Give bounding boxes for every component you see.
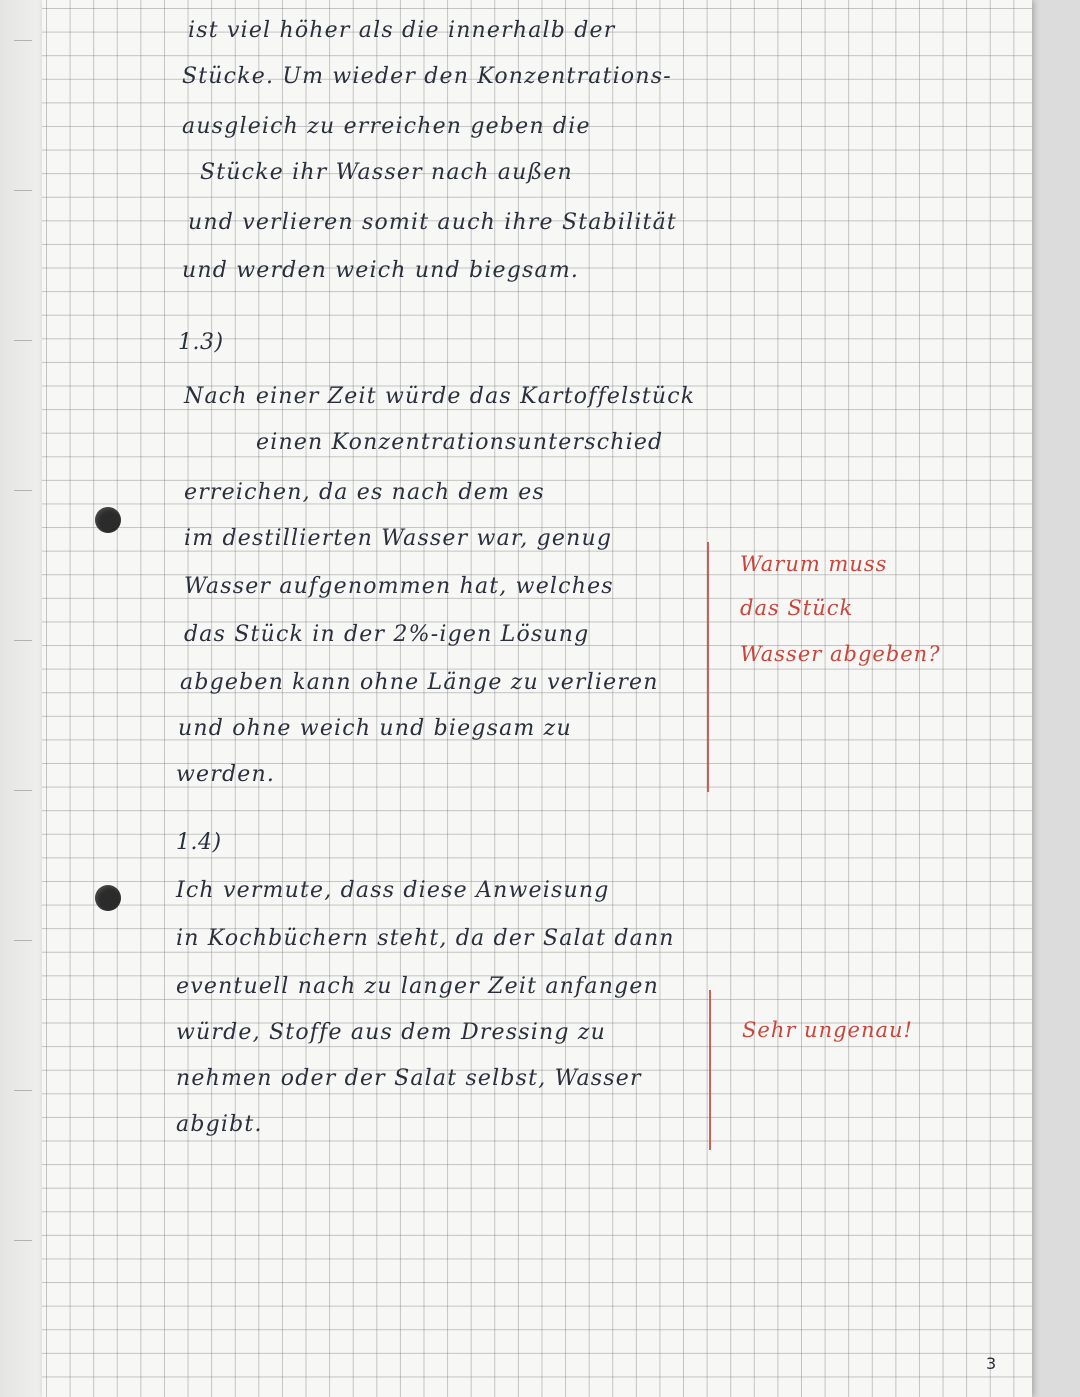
- handwritten-line: Nach einer Zeit würde das Kartoffelstück: [184, 384, 696, 409]
- handwritten-line: ist viel höher als die innerhalb der: [188, 18, 616, 43]
- section-heading: 1.3): [178, 330, 224, 355]
- teacher-comment-line: Wasser abgeben?: [740, 642, 941, 666]
- teacher-comment-line: Warum muss: [740, 552, 888, 576]
- handwritten-line: in Kochbüchern steht, da der Salat dann: [176, 926, 675, 951]
- handwritten-line: und ohne weich und biegsam zu: [178, 716, 572, 741]
- handwritten-line: im destillierten Wasser war, genug: [184, 526, 613, 551]
- handwritten-line: abgibt.: [176, 1112, 263, 1137]
- perforation: [14, 190, 32, 191]
- handwritten-line: und werden weich und biegsam.: [182, 258, 580, 283]
- punch-hole: [95, 507, 121, 533]
- perforation: [14, 490, 32, 491]
- handwritten-line: eventuell nach zu langer Zeit anfangen: [176, 974, 659, 999]
- perforation: [14, 340, 32, 341]
- handwritten-line: das Stück in der 2%-igen Lösung: [184, 622, 590, 647]
- handwritten-line: erreichen, da es nach dem es: [184, 480, 545, 505]
- handwritten-line: würde, Stoffe aus dem Dressing zu: [176, 1020, 606, 1045]
- handwritten-line: nehmen oder der Salat selbst, Wasser: [176, 1066, 642, 1091]
- perforation: [14, 940, 32, 941]
- page-number: 3: [986, 1354, 997, 1373]
- perforation: [14, 790, 32, 791]
- handwritten-line: abgeben kann ohne Länge zu verlieren: [180, 670, 659, 695]
- perforation: [14, 640, 32, 641]
- teacher-comment: Sehr ungenau!: [742, 1018, 913, 1042]
- handwritten-line: Ich vermute, dass diese Anweisung: [176, 878, 610, 903]
- perforation: [14, 40, 32, 41]
- handwritten-line: werden.: [176, 762, 276, 787]
- teacher-margin-line: [709, 990, 711, 1150]
- notebook-binding-edge: [0, 0, 45, 1397]
- grid-paper-page: [42, 0, 1032, 1397]
- handwritten-line: Wasser aufgenommen hat, welches: [184, 574, 614, 599]
- punch-hole: [95, 885, 121, 911]
- handwritten-line: einen Konzentrationsunterschied: [256, 430, 664, 455]
- perforation: [14, 1090, 32, 1091]
- perforation: [14, 1240, 32, 1241]
- section-heading: 1.4): [176, 830, 222, 855]
- handwritten-line: Stücke ihr Wasser nach außen: [200, 160, 573, 185]
- handwritten-line: ausgleich zu erreichen geben die: [182, 114, 591, 139]
- teacher-comment-line: das Stück: [740, 596, 854, 620]
- handwritten-line: Stücke. Um wieder den Konzentrations-: [182, 64, 672, 89]
- teacher-margin-line: [707, 542, 709, 792]
- handwritten-line: und verlieren somit auch ihre Stabilität: [188, 210, 677, 235]
